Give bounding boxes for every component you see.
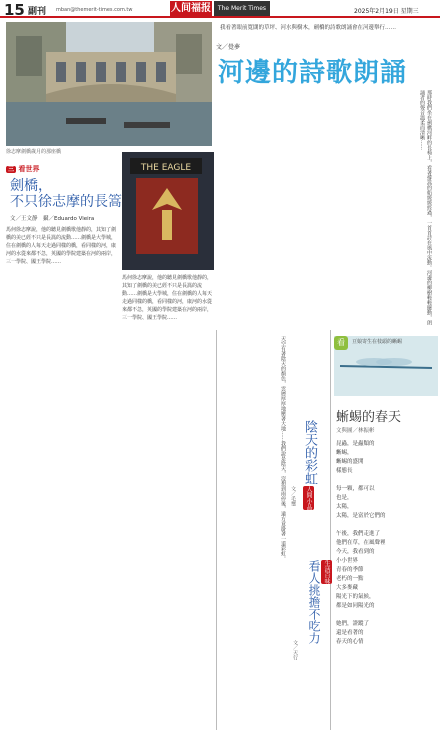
poem-line: 都是如同陽光的 [336,603,375,609]
tag-text: 看世界 [18,165,40,173]
poem-line: 蜥蜴， [336,450,353,456]
feature-intro: 我看著眼前寬闊的草坪、河水與樹木，劍橋的詩歌朗誦會在河邊舉行…… [220,25,397,31]
insect-poem [336,440,436,647]
pub-sign-photo [122,152,214,270]
feature-byline: 文／覺夢 [216,44,241,51]
poem-line: 小小世界 [336,558,359,564]
poem-line [336,521,436,530]
life-article-title: 看人挑擔不吃力 [307,560,321,644]
insect-title: 蜥蜴的春天 [336,410,402,425]
poem-line: 每一顆，都可以 [336,486,375,492]
insect-caption: 豆娘寄生在枝頭的蜥蜴 [352,339,403,345]
title-line-1: 劍橋， [10,178,52,194]
issue-date: 2025年2月19日 星期三 [354,8,419,15]
poem-line: 他們在草，在風聲裡 [336,540,386,546]
poem-line [336,476,436,485]
poem-line: 樣態長 [336,468,353,474]
tag-label: 人間小品 [305,486,312,510]
middle-column-body: 馬何徐志摩說，他的聽見劍橋歌他靜的，其知了劍橋的美已經不只是長篙的流動……劍橋是大學城，住在劍橋的人每天走過同樣的橋，看同樣的河，康河的水從來都不急，英國的學院建築在河的兩岸，三一學院、國王學院…… [122,275,213,321]
poem-line [336,611,436,620]
small-article-tag [304,486,313,510]
bridge-illustration [6,22,212,146]
poem-line: 蜥蜴的盛開 [336,459,364,465]
poem-line: 也是， [336,495,353,501]
caption-text: 徐志摩劍橋歲月的那座橋 [6,149,62,155]
poem-line: 老朽的一點 [336,576,364,582]
poem-line: 太陽， [336,504,353,510]
column-divider [216,330,217,730]
column-divider [330,330,331,730]
left-article-body: 馬何徐志摩說，他的聽見劍橋歌他靜的，其知了劍橋的美已經不只是長篙的流動……劍橋是大學城，住在劍橋的人每天走過同樣的橋，看同樣的河，康河的水從來都不急，英國的學院建築在河的兩岸，三一學院、國王學院…… [6,227,117,265]
small-article-byline: 文／毛璽 [290,486,296,506]
section-name: 副刊 [28,7,47,17]
dragonfly-illustration [334,336,438,396]
poem-line: 青春的季節 [336,567,364,573]
left-article-byline: 文／王文静 攝／Eduardo Vieira [10,216,95,222]
small-article-title: 陰天的彩虹 [302,420,317,485]
insect-label-badge [334,336,348,350]
poem-line: 今天，我看到的 [336,549,375,555]
left-article-tag [6,164,39,174]
poem-line: 太陽，是富於它們的 [336,513,386,519]
page-number: 15 [4,1,25,19]
life-article-tag [322,560,331,584]
insect-photo-box [334,336,438,396]
left-article-title [10,178,122,210]
contact-email: mban@themerit-times.com.tw [56,7,133,13]
feature-body: 那時我們坐在劍橋河畔的長椅上，看著撐篙的船緩緩經過，一首首詩在風中流動。河邊的柳樹輕輕擺動，朗誦者的聲音溫柔而清晰…… [419,90,432,325]
tag-label: 三 [8,166,15,173]
life-article-byline: 文／天行 [292,640,298,660]
svg-text:THE EAGLE: THE EAGLE [140,163,192,173]
poem-line: 還是看著的 [336,630,364,636]
feature-photo [6,22,212,146]
poem-line: 昆蟲，是蟲類的 [336,441,375,447]
poem-line: 春天的心情 [336,639,364,645]
tag-label: 生活百味 [323,560,330,584]
poem-line: 大多麥藏 [336,585,359,591]
poem-line: 陽光下的氣候， [336,594,375,600]
insect-byline: 文與圖／林振彬 [336,428,375,434]
title-line-2: 不只徐志摩的長篙 [10,194,122,210]
feature-title: 河邊的詩歌朗誦 [218,58,408,88]
masthead-logo: 人间福报 [171,3,211,14]
poem-line: 她們，證蹤了 [336,621,370,627]
badge-text: 看 [337,338,345,347]
masthead-english: The Merit Times [214,1,270,16]
eagle-sign-illustration [122,152,214,270]
small-article-body: 天空有著陰天的顏色，雲層厚厚地壓著大地……我們說是陰天，沒想到雨停後，遠方竟掛著一道彩虹。 [280,336,286,561]
poem-line: 午後，我們走進了 [336,531,381,537]
